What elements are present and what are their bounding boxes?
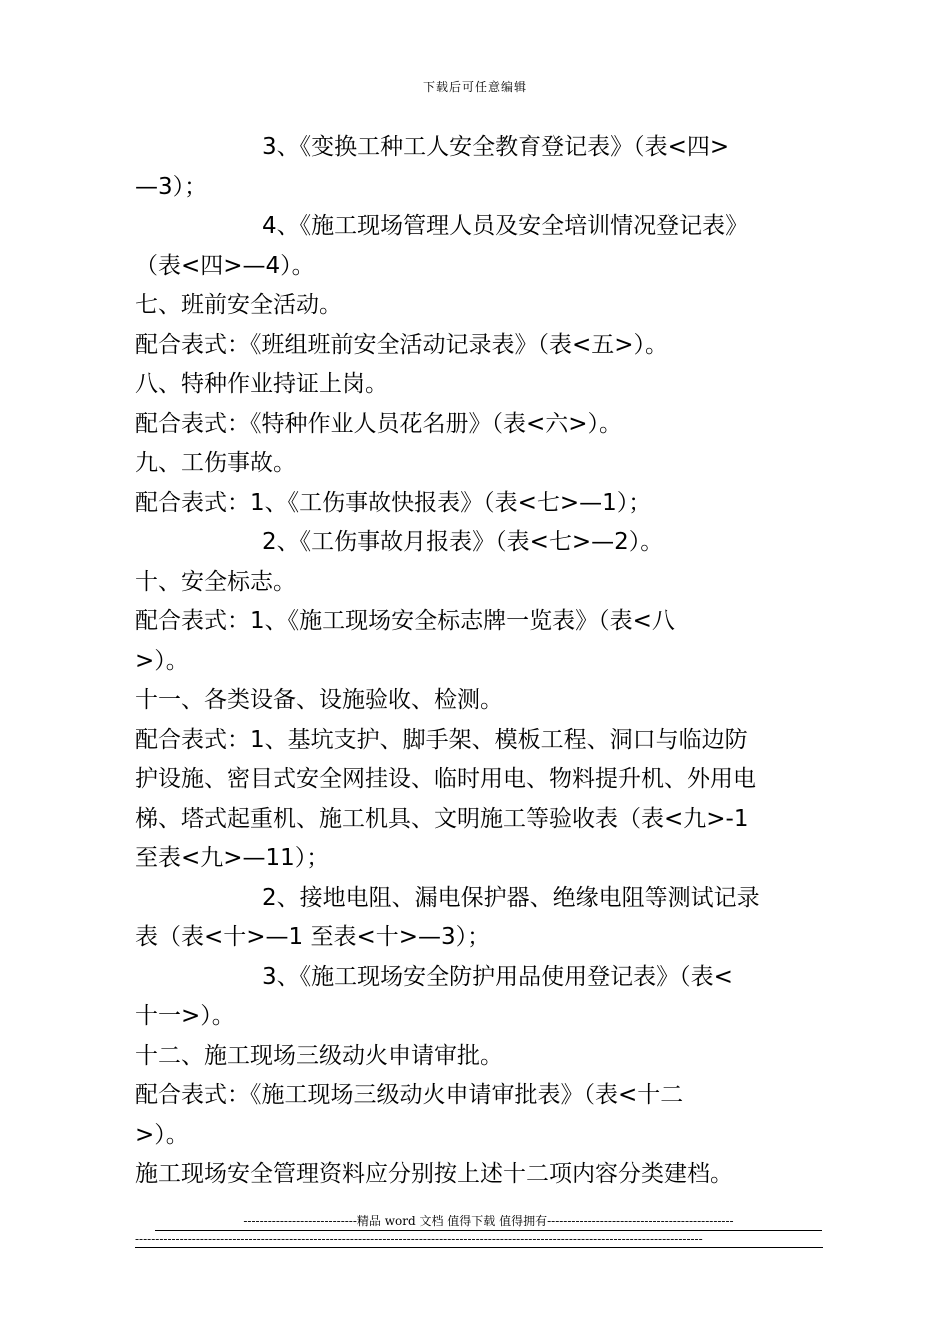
footer-watermark-line: ----------------------------精品 word 文档 值得下载 值得拥有---------------------------------------------- <box>155 1212 822 1231</box>
text-line: 十一、各类设备、设施验收、检测。 <box>135 687 503 713</box>
text-line: 配合表式：《施工现场三级动火申请审批表》（表<十二 <box>135 1082 684 1108</box>
text-line: 八、特种作业持证上岗。 <box>135 371 388 397</box>
text-line: 2、《工伤事故月报表》（表<七>—2）。 <box>262 529 664 555</box>
text-line: 配合表式：1、基坑支护、脚手架、模板工程、洞口与临边防 <box>135 726 748 753</box>
text-line: >）。 <box>135 1121 189 1148</box>
document-body <box>135 128 825 1195</box>
text-line: 十一>）。 <box>135 1003 235 1029</box>
text-line: （表<四>—4）。 <box>135 252 315 279</box>
text-line: 至表<九>—11）； <box>135 845 330 871</box>
text-line: —3）； <box>135 173 208 200</box>
page-footer <box>135 1212 823 1248</box>
text-line: 梯、塔式起重机、施工机具、文明施工等验收表（表<九>-1 <box>135 805 749 832</box>
text-line: 七、班前安全活动。 <box>135 292 342 318</box>
text-line: >）。 <box>135 647 189 674</box>
text-line: 十二、施工现场三级动火申请审批。 <box>135 1042 503 1069</box>
text-line: 4、《施工现场管理人员及安全培训情况登记表》 <box>262 213 749 239</box>
text-line: 配合表式：《特种作业人员花名册》（表<六>）。 <box>135 410 623 437</box>
text-line: 3、《变换工种工人安全教育登记表》（表<四> <box>262 134 730 160</box>
text-line: 3、《施工现场安全防护用品使用登记表》（表< <box>262 963 733 990</box>
text-line: 配合表式：1、《施工现场安全标志牌一览表》（表<八 <box>135 608 675 634</box>
footer-dash-line: -------------------------------------------------------------------------------------------------------------------------------------------- <box>135 1231 823 1248</box>
text-line: 施工现场安全管理资料应分别按上述十二项内容分类建档。 <box>135 1161 733 1187</box>
page-header: 下载后可任意编辑 <box>422 80 527 94</box>
text-line: 十、安全标志。 <box>135 568 296 595</box>
text-line: 表（表<十>—1 至表<十>—3）； <box>135 924 491 950</box>
text-line: 2、接地电阻、漏电保护器、绝缘电阻等测试记录 <box>262 884 760 911</box>
text-line: 护设施、密目式安全网挂设、临时用电、物料提升机、外用电 <box>135 766 756 792</box>
text-line: 九、工伤事故。 <box>135 450 296 476</box>
text-line: 配合表式：1、《工伤事故快报表》（表<七>—1）； <box>135 489 652 516</box>
text-line: 配合表式：《班组班前安全活动记录表》（表<五>）。 <box>135 331 669 358</box>
